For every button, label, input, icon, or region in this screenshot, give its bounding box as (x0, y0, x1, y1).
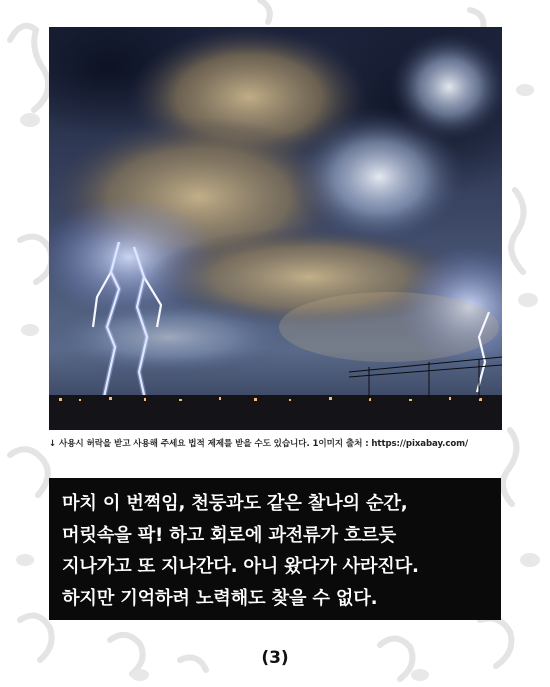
thunderstorm-photo (49, 27, 502, 430)
page-number: (3) (261, 648, 289, 668)
caption-line: 마치 이 번쩍임, 천둥과도 같은 찰나의 순간, (62, 493, 408, 514)
caption-line: 머릿속을 팍! 하고 회로에 과전류가 흐르듯 (62, 524, 397, 546)
image-source-credit: ↓ 사용시 허락을 받고 사용해 주세요 법적 제제를 받을 수도 있습니다. 1이미지 출처 : https://pixabay.com/ (49, 439, 469, 449)
caption-box (49, 478, 501, 620)
caption-line: 지나가고 또 지나간다. 아니 왔다가 사라진다. (62, 556, 419, 577)
caption-line: 하지만 기억하려 노력해도 찾을 수 없다. (62, 587, 378, 609)
